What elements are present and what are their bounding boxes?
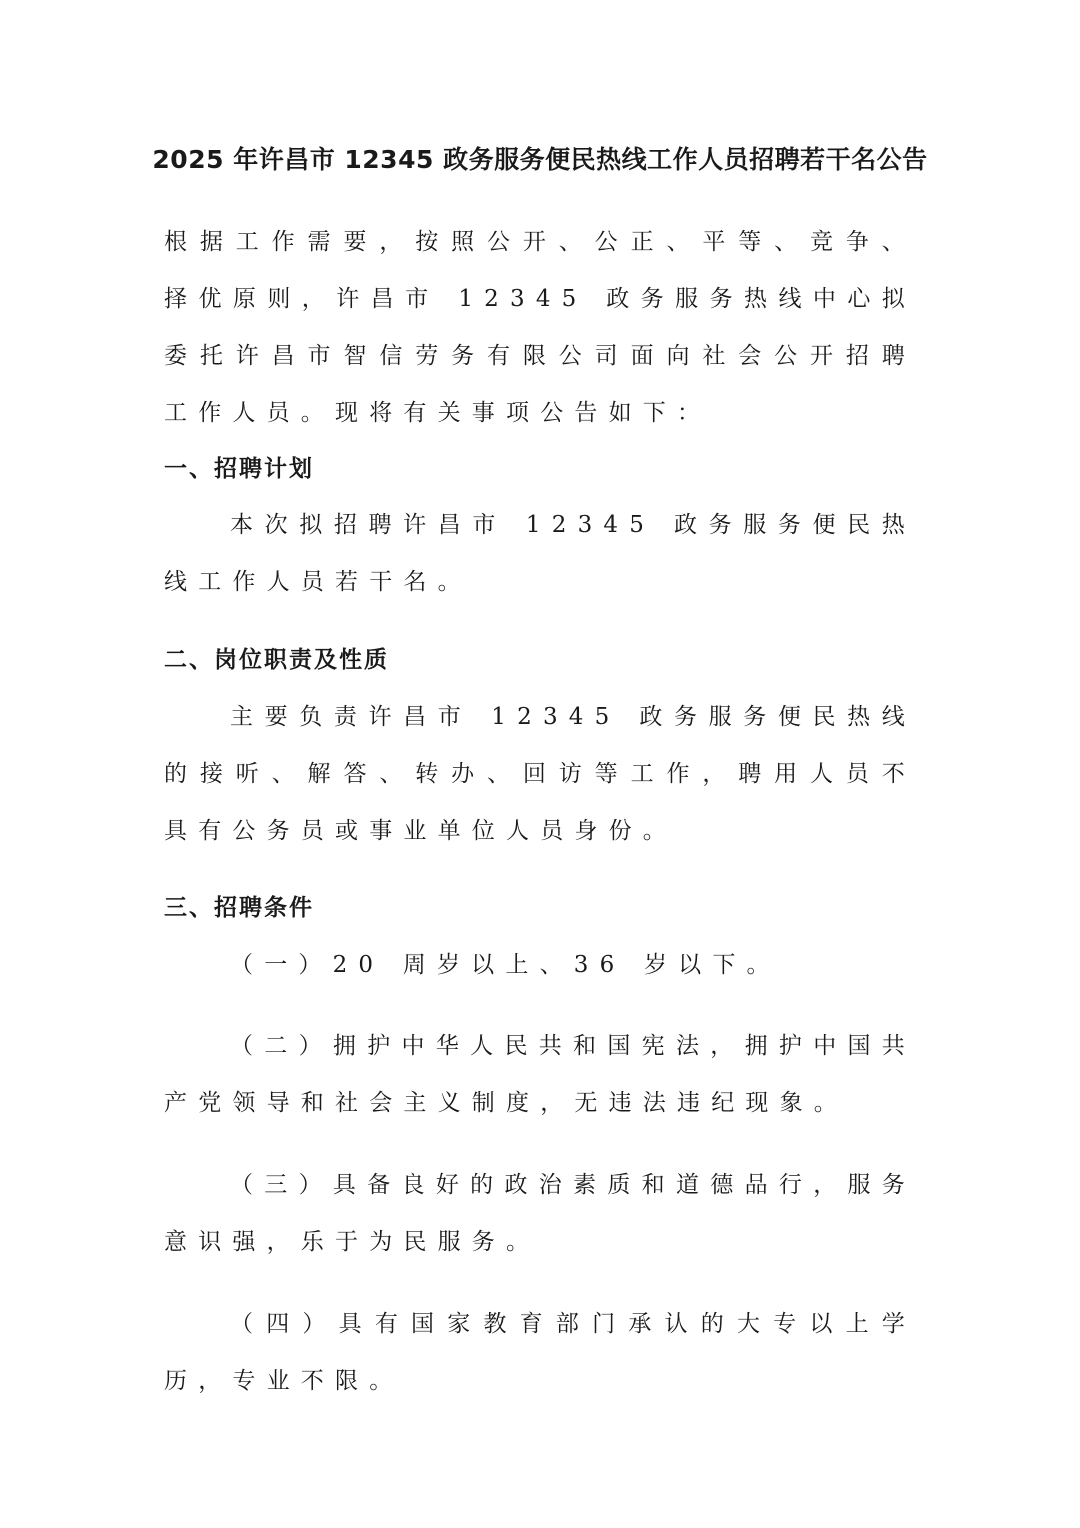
condition-item-4: （四）具有国家教育部门承认的大专以上学历，专业不限。: [164, 1311, 916, 1394]
section-heading-duties: 二、岗位职责及性质: [164, 647, 389, 673]
page-title: 2025 年许昌市 12345 政务服务便民热线工作人员招聘若干名公告: [152, 145, 928, 174]
plan-paragraph: 本次拟招聘许昌市 12345 政务服务便民热线工作人员若干名。: [164, 512, 916, 595]
section-heading-conditions: 三、招聘条件: [164, 895, 314, 921]
condition-item-1: （一）20 周岁以上、36 岁以下。: [230, 952, 781, 978]
condition-item-3: （三）具备良好的政治素质和道德品行，服务意识强，乐于为民服务。: [164, 1172, 916, 1255]
intro-paragraph: 根据工作需要，按照公开、公正、平等、竞争、择优原则，许昌市 12345 政务服务热线中心拟委托许昌市智信劳务有限公司面向社会公开招聘工作人员。现将有关事项公告如下：: [164, 229, 916, 426]
condition-item-2: （二）拥护中华人民共和国宪法，拥护中国共产党领导和社会主义制度，无违法违纪现象。: [164, 1033, 916, 1116]
section-heading-plan: 一、招聘计划: [164, 456, 314, 482]
duties-paragraph: 主要负责许昌市 12345 政务服务便民热线的接听、解答、转办、回访等工作，聘用人员不具有公务员或事业单位人员身份。: [164, 704, 916, 844]
